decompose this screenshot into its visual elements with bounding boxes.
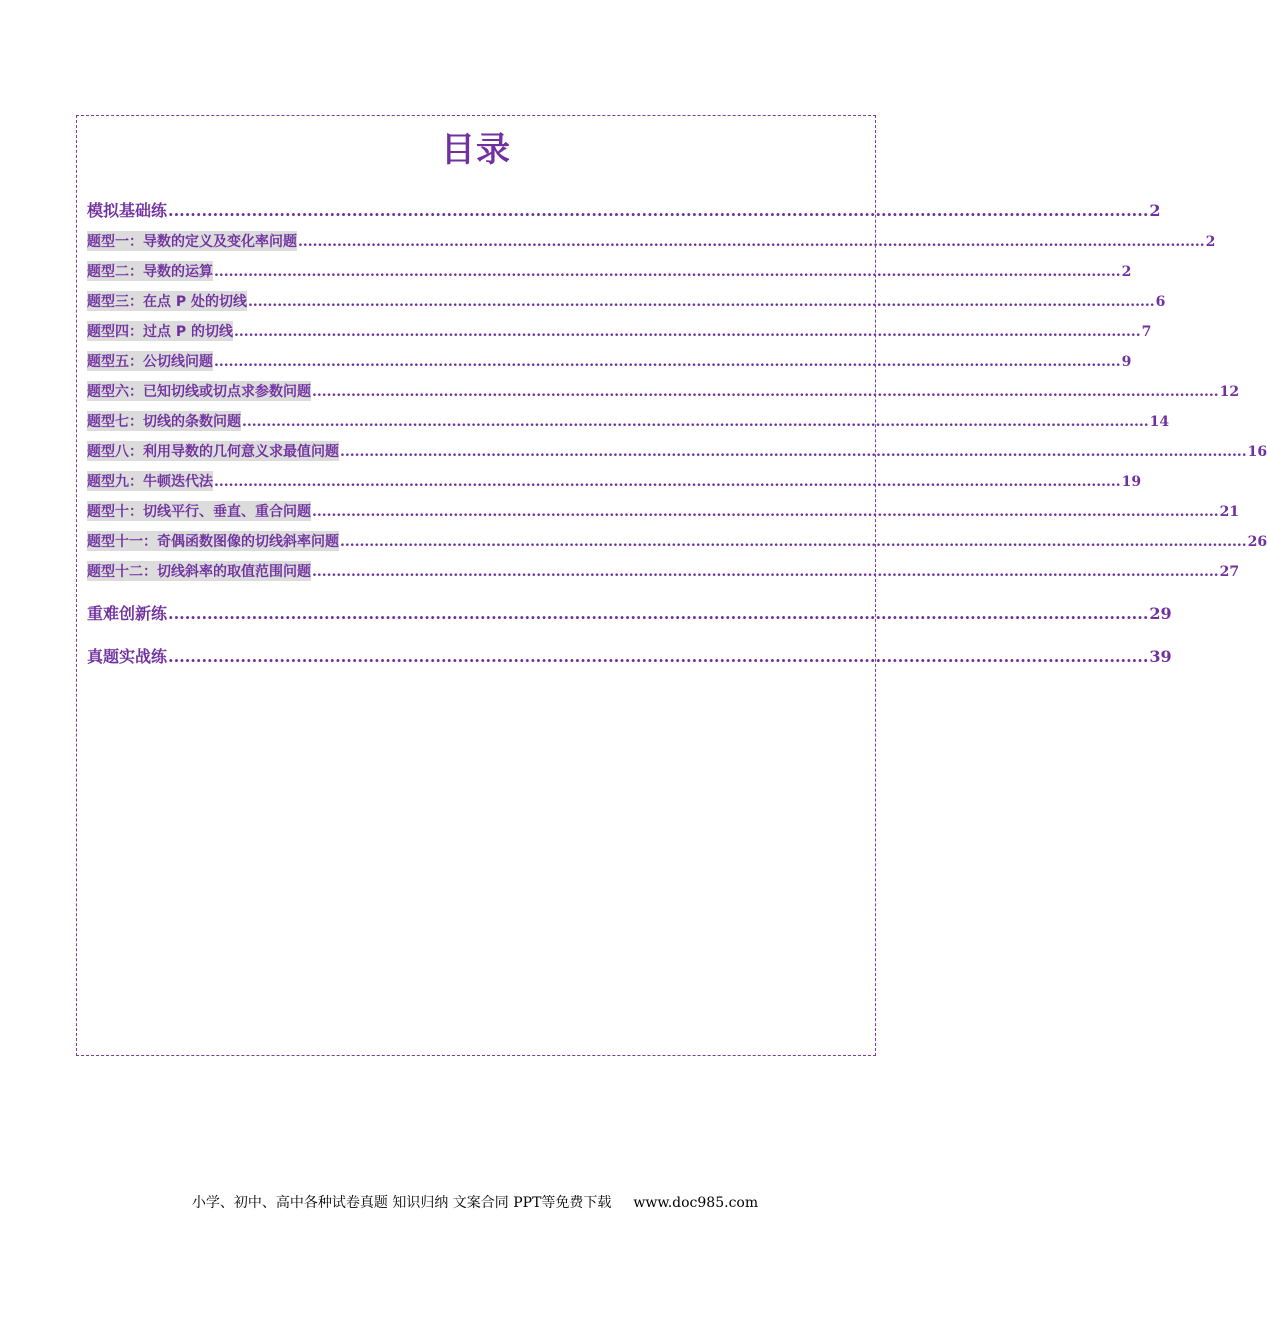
toc-entry-page: 21 [1219, 504, 1240, 520]
toc-entry-type-11[interactable] [87, 531, 1267, 551]
toc-entry-type-2[interactable] [87, 261, 1132, 281]
footer-text: 小学、初中、高中各种试卷真题 知识归纳 文案合同 PPT等免费下载 [191, 1195, 612, 1211]
toc-dots: .......................................................................................................................................................................................... [214, 474, 1121, 490]
toc-entry-type-10[interactable] [87, 501, 1240, 521]
toc-entry-type-9[interactable] [87, 471, 1142, 491]
footer-url-link[interactable]: www.doc985.com [633, 1195, 759, 1211]
toc-entry-type-5[interactable] [87, 351, 1132, 371]
toc-dots: .......................................................................................................................................................................................... [214, 264, 1121, 280]
toc-entry-page: 9 [1121, 354, 1132, 370]
toc-entry-label: 题型二：导数的运算 [87, 261, 213, 281]
toc-entry-label: 题型十一：奇偶函数图像的切线斜率问题 [87, 531, 339, 551]
toc-dots: .......................................................................................................................................................................................... [234, 324, 1141, 340]
toc-entry-hard-innovation[interactable] [87, 601, 1172, 624]
toc-entry-page: 6 [1155, 294, 1166, 310]
toc-entry-page: 19 [1121, 474, 1142, 490]
toc-entry-label: 题型八：利用导数的几何意义求最值问题 [87, 441, 339, 461]
toc-dots: .......................................................................................................................................................................................... [312, 504, 1219, 520]
toc-entry-real-exam[interactable] [87, 644, 1172, 667]
toc-entry-page: 39 [1149, 647, 1172, 666]
toc-dots: ................................................................................................................................................................................ [168, 604, 1149, 623]
toc-entry-type-4[interactable] [87, 321, 1152, 341]
toc-entry-page: 7 [1141, 324, 1152, 340]
toc-entry-type-3[interactable] [87, 291, 1166, 311]
toc-dots: .......................................................................................................................................................................................... [248, 294, 1155, 310]
toc-entry-page: 26 [1247, 534, 1267, 550]
page-footer [0, 1192, 950, 1212]
toc-entry-simulation-basics[interactable] [87, 198, 1161, 221]
toc-entry-type-6[interactable] [87, 381, 1240, 401]
toc-dots: .......................................................................................................................................................................................... [312, 564, 1219, 580]
toc-entry-page: 16 [1247, 444, 1267, 460]
toc-dots: .......................................................................................................................................................................................... [242, 414, 1149, 430]
toc-entry-label: 题型三：在点 P 处的切线 [87, 291, 247, 311]
toc-entry-page: 2 [1121, 264, 1132, 280]
toc-entry-type-8[interactable] [87, 441, 1267, 461]
toc-entry-page: 12 [1219, 384, 1240, 400]
toc-entry-label: 题型十：切线平行、垂直、重合问题 [87, 501, 311, 521]
toc-dots: .......................................................................................................................................................................................... [312, 384, 1219, 400]
toc-box [76, 115, 1267, 1056]
toc-entry-type-7[interactable] [87, 411, 1170, 431]
toc-entry-label: 题型七：切线的条数问题 [87, 411, 241, 431]
toc-dots: ................................................................................................................................................................................ [168, 201, 1149, 220]
toc-entry-page: 14 [1149, 414, 1170, 430]
toc-entry-page: 27 [1219, 564, 1240, 580]
toc-dots: ................................................................................................................................................................................ [168, 647, 1149, 666]
toc-entry-label: 题型一：导数的定义及变化率问题 [87, 231, 297, 251]
toc-entry-label: 重难创新练 [87, 604, 168, 623]
toc-title: 目录 [441, 130, 511, 170]
toc-entry-label: 题型六：已知切线或切点求参数问题 [87, 381, 311, 401]
toc-entry-page: 2 [1205, 234, 1216, 250]
toc-entry-label: 模拟基础练 [87, 201, 168, 220]
toc-entry-label: 题型九：牛顿迭代法 [87, 471, 213, 491]
toc-entry-label: 题型十二：切线斜率的取值范围问题 [87, 561, 311, 581]
toc-dots: .......................................................................................................................................................................................... [340, 444, 1247, 460]
toc-entry-label: 真题实战练 [87, 647, 168, 666]
toc-entry-label: 题型五：公切线问题 [87, 351, 213, 371]
toc-entry-label: 题型四：过点 P 的切线 [87, 321, 233, 341]
toc-dots: .......................................................................................................................................................................................... [340, 534, 1247, 550]
toc-entry-page: 2 [1149, 201, 1161, 220]
toc-entry-page: 29 [1149, 604, 1172, 623]
toc-dots: .......................................................................................................................................................................................... [298, 234, 1205, 250]
toc-dots: .......................................................................................................................................................................................... [214, 354, 1121, 370]
toc-entry-type-12[interactable] [87, 561, 1240, 581]
toc-entry-type-1[interactable] [87, 231, 1216, 251]
